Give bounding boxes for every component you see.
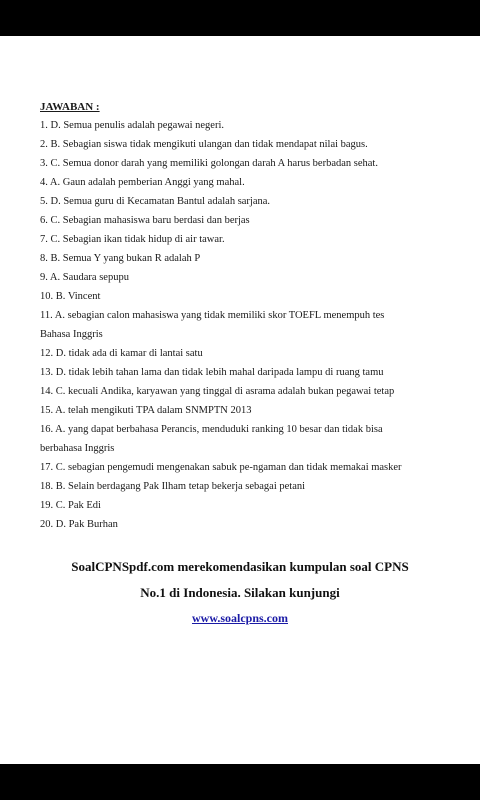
answers-heading: JAWABAN : xyxy=(40,101,100,113)
website-link[interactable]: www.soalcpns.com xyxy=(191,611,288,625)
answer-item-continuation: Bahasa Inggris xyxy=(40,329,103,340)
answer-item: 20. D. Pak Burhan xyxy=(40,519,118,530)
answer-item: 8. B. Semua Y yang bukan R adalah P xyxy=(40,253,201,264)
answer-item: 6. C. Sebagian mahasiswa baru berdasi dan berjas xyxy=(40,215,250,226)
answer-item: 16. A. yang dapat berbahasa Perancis, menduduki ranking 10 besar dan tidak bisa xyxy=(40,424,383,435)
answer-item-continuation: berbahasa Inggris xyxy=(40,443,115,454)
answer-item: 19. C. Pak Edi xyxy=(40,500,101,511)
answer-item: 17. C. sebagian pengemudi mengenakan sabuk pe-ngaman dan tidak memakai masker xyxy=(40,462,402,473)
answer-item: 18. B. Selain berdagang Pak Ilham tetap bekerja sebagai petani xyxy=(40,481,306,492)
answer-item: 14. C. kecuali Andika, karyawan yang tinggal di asrama adalah bukan pegawai tetap xyxy=(40,386,395,397)
answer-item: 9. A. Saudara sepupu xyxy=(40,272,129,283)
answer-item: 11. A. sebagian calon mahasiswa yang tidak memiliki skor TOEFL menempuh tes xyxy=(40,310,385,321)
document-page[interactable] xyxy=(0,36,480,764)
answer-item: 2. B. Sebagian siswa tidak mengikuti ulangan dan tidak mendapat nilai bagus. xyxy=(40,139,368,150)
promo-text-line-1: SoalCPNSpdf.com merekomendasikan kumpulan soal CPNS xyxy=(71,559,409,574)
answer-item: 1. D. Semua penulis adalah pegawai negeri. xyxy=(40,120,224,131)
answer-item: 13. D. tidak lebih tahan lama dan tidak lebih mahal daripada lampu di ruang tamu xyxy=(40,367,384,378)
answer-item: 10. B. Vincent xyxy=(40,291,101,302)
answer-item: 12. D. tidak ada di kamar di lantai satu xyxy=(40,348,203,359)
answer-item: 7. C. Sebagian ikan tidak hidup di air tawar. xyxy=(40,234,225,245)
answer-item: 5. D. Semua guru di Kecamatan Bantul adalah sarjana. xyxy=(40,196,271,207)
answer-content xyxy=(40,100,460,534)
answer-list xyxy=(40,116,460,534)
promo-text-line-2: No.1 di Indonesia. Silakan kunjungi xyxy=(140,585,340,600)
answer-item: 15. A. telah mengikuti TPA dalam SNMPTN 2013 xyxy=(40,405,252,416)
answer-item: 4. A. Gaun adalah pemberian Anggi yang mahal. xyxy=(40,177,245,188)
answer-item: 3. C. Semua donor darah yang memiliki golongan darah A harus berbadan sehat. xyxy=(40,158,378,169)
